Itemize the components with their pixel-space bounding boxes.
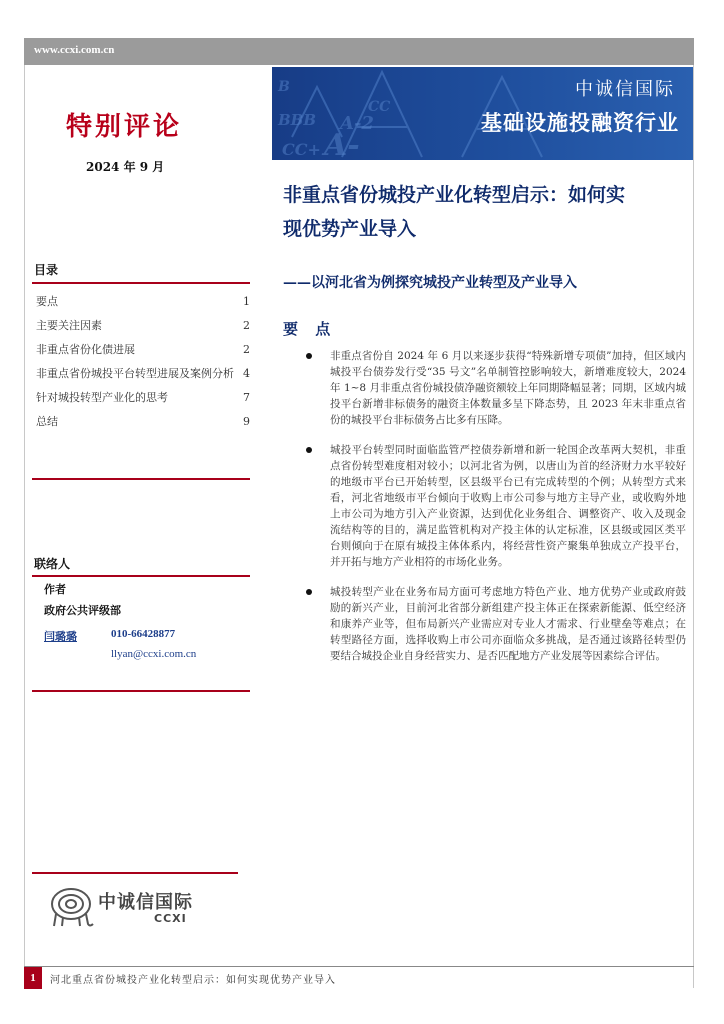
author-department: 政府公共评级部 (44, 604, 121, 617)
author-label: 作者 (44, 583, 66, 596)
svg-text:CC: CC (368, 99, 391, 115)
toc-bottom-divider (32, 478, 250, 480)
svg-text:A-2: A-2 (340, 113, 374, 134)
footer-title: 河北重点省份城投产业化转型启示：如何实现优势产业导入 (50, 975, 336, 986)
table-of-contents (36, 294, 250, 438)
toc-top-divider (32, 282, 250, 284)
page-footer (24, 966, 694, 989)
top-bar (24, 38, 694, 65)
toc-heading: 目录 (34, 263, 59, 277)
contact-bottom-divider (32, 690, 250, 692)
list-item: 非重点省份自 2024 年 6 月以来逐步获得“特殊新增专项债”加持，但区域内城投平台债券发行受“35 号文”名单制管控影响较大，新增难度较大，2024 年 1~8 月非重点省份城投债净融资额较上年同期降幅显著；同期，区域内城投平台新增非标债务的融资主体数量多呈下降态势，且 2023 年末非重点省份的城投平台非标债务占比多有压降。 (306, 348, 686, 428)
svg-text:BBB: BBB (278, 111, 317, 129)
contact-divider (32, 575, 250, 577)
toc-item[interactable]: 要点 1 (36, 295, 250, 308)
author-name-link[interactable]: 闫璐璐 (44, 630, 77, 643)
toc-page: 1 (243, 295, 250, 308)
report-title-line1: 非重点省份城投产业化转型启示：如何实 (283, 184, 626, 206)
keypoints-heading: 要 点 (283, 320, 337, 338)
company-logo (46, 884, 206, 928)
bullet-dot-icon (306, 353, 312, 359)
report-title-line2: 现优势产业导入 (283, 218, 417, 240)
list-item: 城投平台转型同时面临监管严控债券新增和新一轮国企改革两大契机，非重点省份转型难度相对较小；以河北省为例，以唐山为首的经济财力水平较好的地级市平台已开始转型，区县级平台已有完成转型的个例；从转型方式来看，河北省地级市平台倾向于收购上市公司参与地方主导产业，或收购外地上市公司为地方引入产业资源，达到优化业务组合、调整资产、收入及现金流结构等的目的，满足监管机构对产投主体的认定标准，区县级或园区类平台则倾向于在原有城投主体体系内，将经营性资产聚集单独成立产投平台，并开拓与地方产业相符的市场化业务。 (306, 442, 686, 570)
report-subtitle: ——以河北省为例探究城投产业转型及产业导入 (283, 275, 577, 291)
logo-text-cn: 中诚信国际 (98, 892, 193, 913)
author-email-link[interactable]: llyan@ccxi.com.cn (111, 648, 197, 660)
svg-text:A-: A- (324, 128, 360, 160)
toc-item[interactable]: 总结 9 (36, 415, 250, 428)
logo-divider (32, 872, 238, 874)
svg-text:CC+: CC+ (282, 140, 321, 159)
author-phone: 010-66428877 (111, 628, 176, 640)
report-type: 特别评论 (66, 112, 183, 142)
toc-page: 2 (243, 319, 250, 332)
toc-item[interactable]: 主要关注因素 2 (36, 319, 250, 332)
list-item: 城投转型产业在业务布局方面可考虑地方特色产业、地方优势产业或政府鼓励的新兴产业，目前河北省部分新组建产投主体正在探索新能源、低空经济和康养产业等，但布局新兴产业需应对专业人才需求、行业壁垒等难点；在转型路径方面，选择收购上市公司亦面临众多挑战，是否通过该路径转型仍要结合城投企业自身经营实力、是否匹配地方产业发展等因素综合评估。 (306, 584, 686, 664)
site-url[interactable]: www.ccxi.com.cn (34, 44, 115, 56)
toc-item[interactable]: 非重点省份化债进展 2 (36, 343, 250, 356)
contact-heading: 联络人 (34, 557, 71, 571)
toc-page: 7 (243, 391, 250, 404)
toc-item[interactable]: 非重点省份城投平台转型进展及案例分析 4 (36, 367, 250, 380)
toc-page: 2 (243, 343, 250, 356)
elephant-logo-icon (46, 884, 96, 928)
toc-page: 4 (243, 367, 250, 380)
industry-label: 基础设施投融资行业 (481, 110, 679, 135)
brand-name: 中诚信国际 (575, 79, 675, 100)
report-date: 2024 年 9 月 (86, 160, 165, 174)
page-number: 1 (24, 967, 42, 989)
report-title (283, 178, 678, 246)
toc-page: 9 (243, 415, 250, 428)
bullet-dot-icon (306, 589, 312, 595)
svg-text:B: B (278, 79, 290, 95)
logo-text-en: CCXI (154, 912, 187, 925)
bullet-dot-icon (306, 447, 312, 453)
header-banner (272, 67, 693, 160)
keypoints-list (306, 348, 686, 678)
toc-item[interactable]: 针对城投转型产业化的思考 7 (36, 391, 250, 404)
